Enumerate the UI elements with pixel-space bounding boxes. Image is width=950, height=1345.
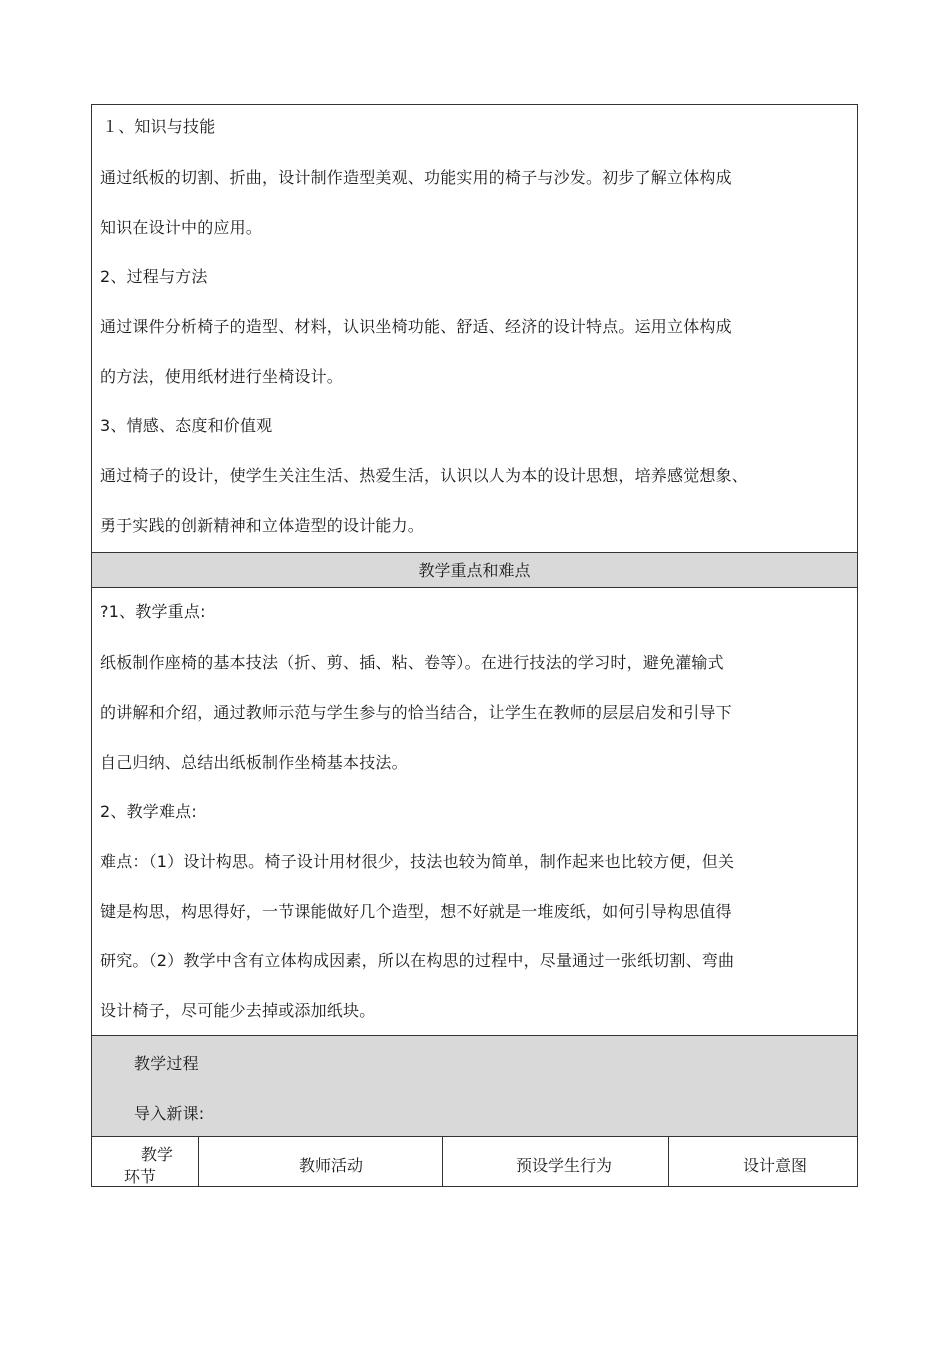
objective-heading-values: 3、情感、态度和价值观 [100,416,273,435]
key-points-title-bar [91,552,858,588]
objective-text-process-line2: 的方法，使用纸材进行坐椅设计。 [100,367,344,386]
objective-heading-knowledge: １、知识与技能 [102,117,216,136]
intro-lesson-label: 导入新课: [134,1104,205,1123]
header-student-label: 预设学生行为 [516,1156,613,1175]
key-point-text-line1: 纸板制作座椅的基本技法（折、剪、插、粘、卷等）。在进行技法的学习时，避免灌输式 [100,653,724,672]
difficulty-text-line1: 难点：（1）设计构思。椅子设计用材很少，技法也较为简单，制作起来也比较方便，但关 [100,852,735,871]
objective-text-knowledge-line1: 通过纸板的切割、折曲，设计制作造型美观、功能实用的椅子与沙发。初步了解立体构成 [100,168,732,187]
teaching-process-title: 教学过程 [134,1054,199,1073]
header-cell-student [443,1137,669,1186]
key-points-section [91,587,858,1036]
difficulty-text-line2: 键是构思，构思得好，一节课能做好几个造型，想不好就是一堆废纸，如何引导构思值得 [100,902,732,921]
key-point-text-line2: 的讲解和介绍，通过教师示范与学生参与的恰当结合，让学生在教师的层层启发和引导下 [100,703,732,722]
header-cell-teacher [199,1137,443,1186]
difficulty-text-line3: 研究。（2）教学中含有立体构成因素，所以在构思的过程中，尽量通过一张纸切割、弯曲 [100,951,735,970]
objective-text-knowledge-line2: 知识在设计中的应用。 [100,218,263,237]
header-stage-line1: 教学 [141,1145,174,1164]
header-intent-label: 设计意图 [743,1156,808,1175]
key-point-heading: ?1、教学重点: [100,602,206,621]
objective-text-values-line2: 勇于实践的创新精神和立体造型的设计能力。 [100,516,425,535]
lesson-plan-document [91,104,858,1187]
objective-heading-process: 2、过程与方法 [100,267,208,286]
objective-text-values-line1: 通过椅子的设计，使学生关注生活、热爱生活，认识以人为本的设计思想，培养感觉想象、 [100,466,749,485]
teaching-process-section [91,1035,858,1137]
objectives-section [91,104,858,553]
header-stage-line2: 环节 [124,1167,157,1186]
header-cell-stage [92,1137,199,1186]
difficulty-heading: 2、教学难点: [100,802,197,821]
key-points-title: 教学重点和难点 [418,561,531,580]
objective-text-process-line1: 通过课件分析椅子的造型、材料，认识坐椅功能、舒适、经济的设计特点。运用立体构成 [100,317,732,336]
difficulty-text-line4: 设计椅子，尽可能少去掉或添加纸块。 [100,1001,376,1020]
header-cell-intent [669,1137,857,1186]
header-teacher-label: 教师活动 [299,1156,364,1175]
key-point-text-line3: 自己归纳、总结出纸板制作坐椅基本技法。 [100,753,408,772]
activity-table-header [91,1136,858,1187]
